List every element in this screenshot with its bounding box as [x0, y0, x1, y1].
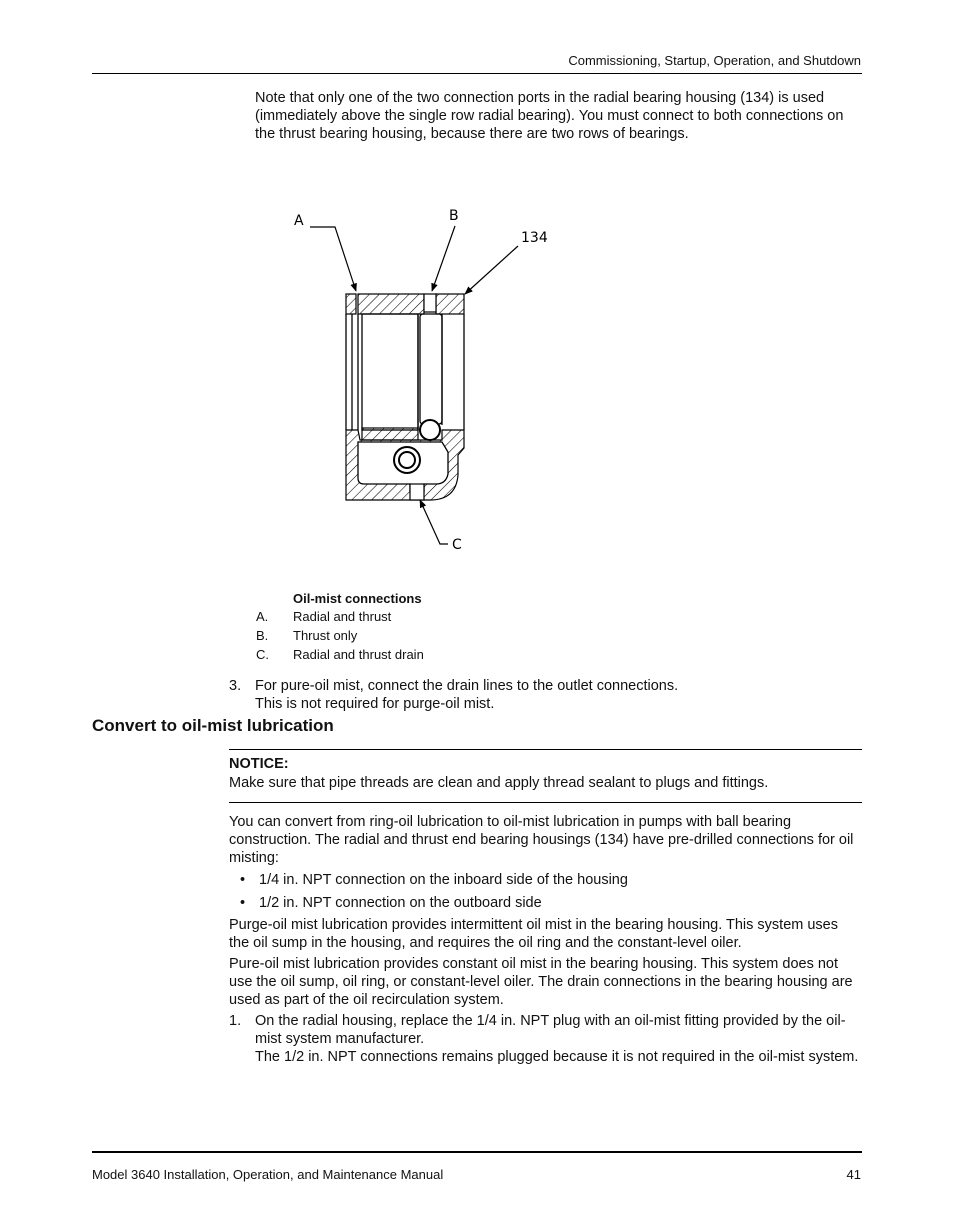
page-number: 41 — [846, 1167, 861, 1182]
step-3-line-2: This is not required for purge-oil mist. — [255, 696, 495, 712]
notice-title: NOTICE: — [229, 756, 289, 772]
housing-bore — [346, 314, 464, 430]
bullet-text: 1/2 in. NPT connection on the outboard side — [259, 895, 542, 911]
legend-item-b — [256, 628, 357, 643]
figure-label-b: B — [449, 208, 459, 224]
intro-paragraph: Note that only one of the two connection ports in the radial bearing housing (134) is used (immediately above the single row radial bearing). You must connect to both connections on the thrust bearing housing, because there are two rows of bearings. — [255, 90, 844, 142]
footer-rule — [92, 1151, 862, 1153]
bullet-icon: • — [240, 895, 246, 911]
bearing-housing-figure — [280, 198, 560, 568]
legend-text: Radial and thrust — [293, 609, 392, 624]
legend-key: C. — [256, 647, 269, 662]
bullet-text: 1/4 in. NPT connection on the inboard side of the housing — [259, 872, 628, 888]
legend-key: A. — [256, 609, 269, 624]
figure-label-c: C — [452, 537, 462, 553]
figure-label-a: A — [294, 213, 304, 229]
legend-text: Radial and thrust drain — [293, 647, 424, 662]
notice-bottom-rule — [229, 802, 862, 803]
step-1-line-2: The 1/2 in. NPT connections remains plugged because it is not required in the oil-mist system. — [255, 1049, 859, 1065]
notice-text: Make sure that pipe threads are clean and apply thread sealant to plugs and fittings. — [229, 775, 769, 791]
header-rule — [92, 73, 862, 74]
purge-oil-paragraph: Purge-oil mist lubrication provides intermittent oil mist in the bearing housing. This system uses the oil sump in the housing, and requires the oil ring and the constant-level oiler. — [229, 917, 838, 951]
footer-manual-title: Model 3640 Installation, Operation, and Maintenance Manual — [92, 1167, 444, 1182]
list-item — [240, 871, 628, 889]
legend-text: Thrust only — [293, 628, 358, 643]
legend-item-a — [256, 609, 391, 624]
step-3 — [229, 677, 849, 713]
housing-top-wall — [346, 294, 464, 314]
bullet-icon: • — [240, 872, 246, 888]
conversion-paragraph: You can convert from ring-oil lubrication to oil-mist lubrication in pumps with ball bearing construction. The radial and thrust end bearing housings (134) have pre-drilled connections for oil misting: — [229, 814, 854, 866]
step-1-line-1: On the radial housing, replace the 1/4 in. NPT plug with an oil-mist fitting provided by the oil-mist system manufacturer. — [255, 1013, 846, 1047]
figure-label-134: 134 — [521, 230, 548, 246]
bearing-ball-circle — [420, 420, 440, 440]
step-1 — [229, 1012, 862, 1066]
pure-oil-paragraph: Pure-oil mist lubrication provides constant oil mist in the bearing housing. This system does not use the oil sump, oil ring, or constant-level oiler. The drain connections in the bearing housing are used as part of the oil recirculation system. — [229, 956, 853, 1008]
oiler-plug — [394, 447, 420, 473]
inner-ring — [362, 428, 418, 440]
list-item — [240, 894, 542, 912]
notice-top-rule — [229, 749, 862, 750]
figure-caption: Oil-mist connections — [293, 591, 422, 606]
step-3-line-1: For pure-oil mist, connect the drain lines to the outlet connections. — [255, 678, 679, 694]
step-number: 3. — [229, 678, 242, 694]
running-header: Commissioning, Startup, Operation, and Shutdown — [568, 53, 861, 68]
step-number: 1. — [229, 1013, 242, 1029]
section-title: Convert to oil-mist lubrication — [92, 716, 334, 735]
legend-key: B. — [256, 628, 269, 643]
legend-item-c — [256, 647, 424, 662]
